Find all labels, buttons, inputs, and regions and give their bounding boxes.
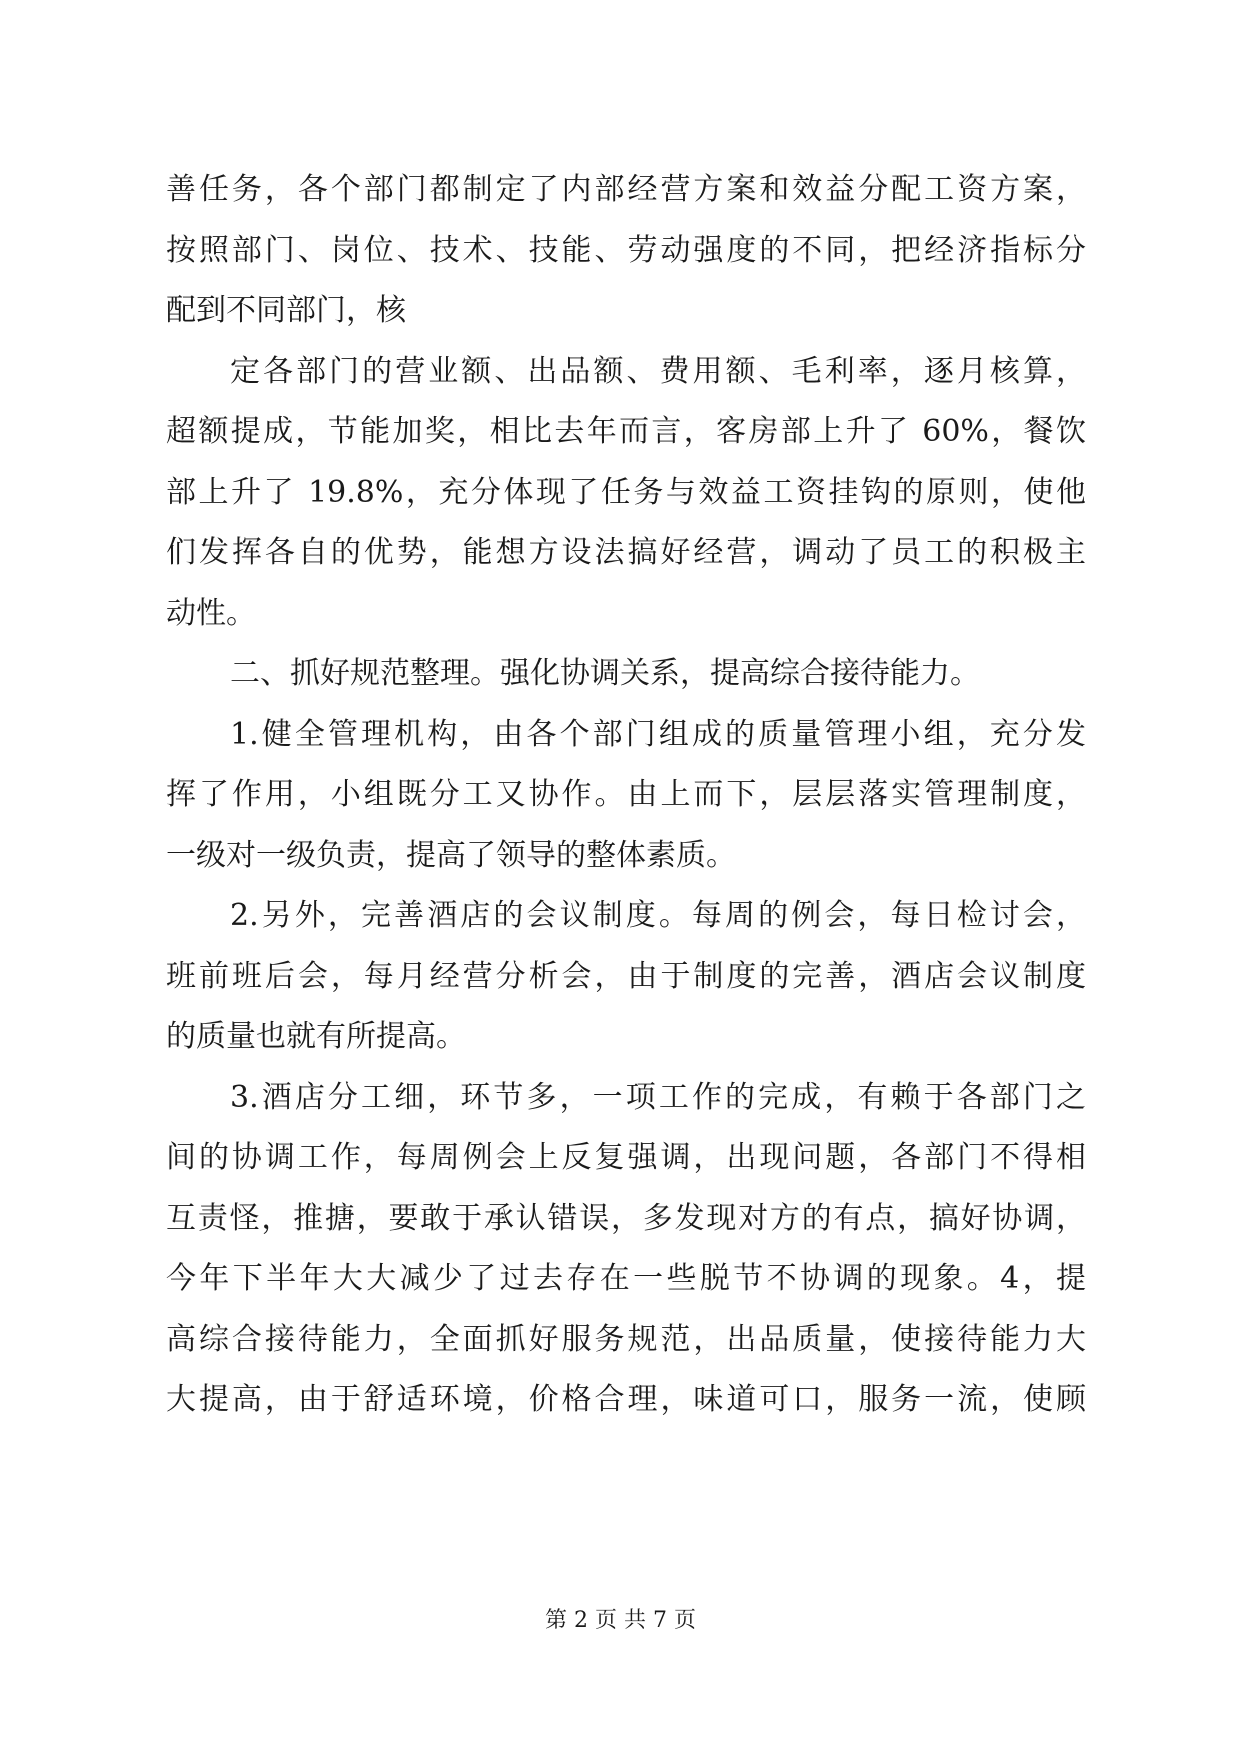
text-line: 间的协调工作，每周例会上反复强调，出现问题，各部门不得相	[166, 1140, 1086, 1175]
text-line: 部上升了 19.8%，充分体现了任务与效益工资挂钩的原则，使他	[166, 474, 1086, 510]
text-line: 2.另外，完善酒店的会议制度。每周的例会，每日检讨会，	[230, 898, 1086, 933]
text-line: 班前班后会，每月经营分析会，由于制度的完善，酒店会议制度	[166, 958, 1086, 994]
text-line: 们发挥各自的优势，能想方设法搞好经营，调动了员工的积极主	[166, 535, 1086, 570]
text-line: 大提高，由于舒适环境，价格合理，味道可口，服务一流，使顾	[166, 1382, 1086, 1417]
text-line: 动性。	[166, 595, 256, 631]
text-line: 3.酒店分工细，环节多，一项工作的完成，有赖于各部门之	[230, 1079, 1086, 1115]
text-line: 1.健全管理机构，由各个部门组成的质量管理小组，充分发	[230, 716, 1086, 752]
text-line: 的质量也就有所提高。	[166, 1019, 466, 1054]
body-text	[166, 160, 1086, 1431]
text-line: 二、抓好规范整理。强化协调关系，提高综合接待能力。	[230, 656, 980, 691]
text-line: 配到不同部门，核	[166, 293, 406, 328]
text-line: 超额提成，节能加奖，相比去年而言，客房部上升了 60%，餐饮	[166, 414, 1086, 449]
text-line: 一级对一级负责，提高了领导的整体素质。	[166, 837, 736, 873]
text-line: 今年下半年大大减少了过去存在一些脱节不协调的现象。4，提	[166, 1261, 1086, 1296]
text-line: 定各部门的营业额、出品额、费用额、毛利率，逐月核算，	[230, 353, 1086, 389]
text-line: 挥了作用，小组既分工又协作。由上而下，层层落实管理制度，	[166, 777, 1086, 812]
text-line: 善任务，各个部门都制定了内部经营方案和效益分配工资方案，	[166, 172, 1086, 207]
text-line: 按照部门、岗位、技术、技能、劳动强度的不同，把经济指标分	[166, 232, 1086, 268]
page-footer: 第 2 页 共 7 页	[545, 1608, 696, 1633]
text-line: 互责怪，推搪，要敢于承认错误，多发现对方的有点，搞好协调，	[166, 1200, 1086, 1236]
text-line: 高综合接待能力，全面抓好服务规范，出品质量，使接待能力大	[166, 1321, 1086, 1357]
